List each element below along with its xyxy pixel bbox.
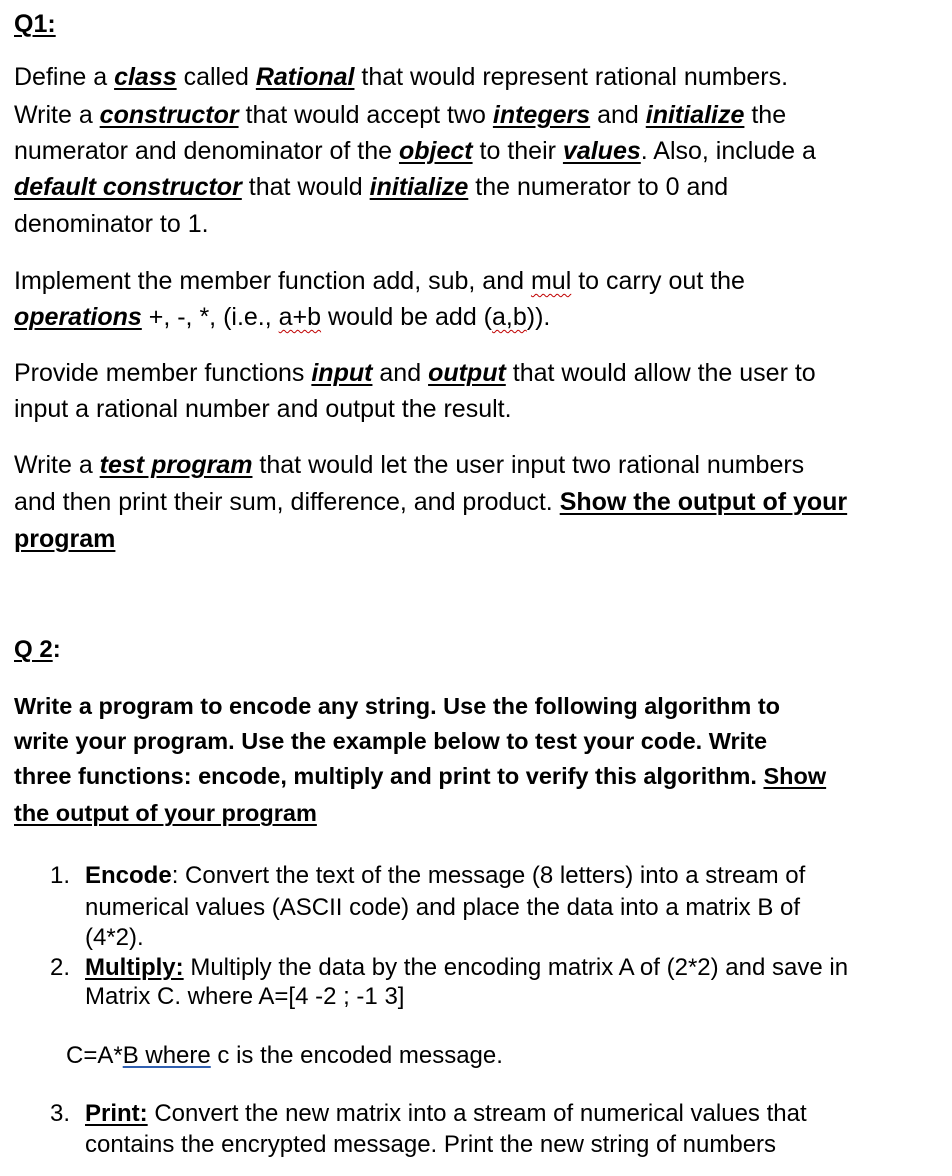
text: to their [472, 137, 563, 165]
text: . Also, include a [640, 137, 816, 165]
text: Provide member functions [14, 359, 312, 387]
text: the numerator to 0 and [468, 173, 729, 201]
keyword-initialize: initialize [369, 173, 469, 201]
text: C=A* [66, 1042, 123, 1069]
text: to carry out the [571, 267, 745, 295]
step-line: (4*2). [85, 924, 144, 951]
text: numerator and denominator of the [14, 137, 399, 165]
text: that would allow the user to [505, 359, 816, 387]
keyword-default-constructor: default constructor [14, 173, 242, 201]
q1-p1-line-3 [14, 133, 816, 169]
formula-line [66, 1041, 503, 1071]
q1-p2-line-2 [14, 299, 550, 335]
step-label: Multiply: [85, 954, 184, 981]
text: and [372, 359, 429, 387]
text: : Convert the text of the message (8 letters) into a stream of [171, 862, 806, 889]
q1-p1-line-5: denominator to 1. [14, 210, 209, 238]
text: Multiply the data by the encoding matrix A of (2*2) and save in [183, 954, 849, 981]
spellcheck-a-b: a,b [492, 303, 527, 331]
q1-heading: Q1: [14, 10, 56, 38]
show-output-emphasis: Show [763, 763, 827, 789]
text: +, -, *, (i.e., [141, 303, 279, 331]
step-line [85, 861, 805, 891]
text: Write a [14, 101, 100, 129]
text: Write a [14, 451, 100, 479]
q1-p1-line-4 [14, 169, 728, 205]
step-line [85, 953, 848, 983]
text: : [52, 636, 61, 663]
q2-p1-line-4: the output of your program [14, 800, 317, 826]
keyword-constructor: constructor [99, 101, 239, 129]
step-label: Print: [85, 1100, 148, 1127]
spellcheck-mul: mul [530, 267, 572, 295]
keyword-operations: operations [14, 303, 142, 331]
text: three functions: encode, multiply and print to verify this algorithm. [14, 763, 764, 789]
keyword-input: input [311, 359, 373, 387]
text: would be add ( [321, 303, 493, 331]
q1-p1-line-2 [14, 97, 786, 133]
text: and [590, 101, 646, 129]
text: that would [241, 173, 370, 201]
text: that would represent rational numbers. [354, 63, 789, 91]
text: that would let the user input two rational numbers [252, 451, 805, 479]
step-number: 2. [50, 954, 71, 981]
keyword-class: class [114, 63, 177, 91]
text: c is the encoded message. [210, 1042, 503, 1069]
q1-p4-line-1 [14, 447, 804, 483]
show-output-emphasis: Show the output of your [559, 488, 848, 516]
keyword-test-program: test program [99, 451, 253, 479]
text: called [176, 63, 256, 91]
text: )). [526, 303, 551, 331]
keyword-initialize: initialize [645, 101, 745, 129]
q1-p3-line-1 [14, 355, 816, 391]
step-line [85, 1099, 807, 1129]
q2-heading [14, 632, 61, 668]
text: and then print their sum, difference, and product. [14, 488, 560, 516]
keyword-rational: Rational [255, 63, 355, 91]
keyword-object: object [398, 137, 473, 165]
step-number: 1. [50, 862, 71, 889]
keyword-output: output [428, 359, 506, 387]
keyword-values: values [562, 137, 641, 165]
step-label: Encode [85, 862, 172, 889]
underlined-where: B where [122, 1042, 211, 1069]
q1-p3-line-2: input a rational number and output the result. [14, 395, 512, 423]
q1-p1-line-1 [14, 59, 788, 95]
q2-p1-line-2: write your program. Use the example below to test your code. Write [14, 728, 768, 754]
q1-p4-line-2 [14, 484, 847, 520]
text: Convert the new matrix into a stream of numerical values that [147, 1100, 807, 1127]
q2-p1-line-3 [14, 758, 826, 794]
keyword-integers: integers [492, 101, 591, 129]
spellcheck-a-plus-b: a+b [278, 303, 322, 331]
q1-p4-line-3: program [14, 525, 116, 553]
step-line: numerical values (ASCII code) and place the data into a matrix B of [85, 894, 801, 921]
step-number: 3. [50, 1100, 71, 1127]
text: that would accept two [238, 101, 493, 129]
text: Implement the member function add, sub, and [14, 267, 531, 295]
text: the [744, 101, 787, 129]
text: Define a [14, 63, 115, 91]
q2-heading-label: Q 2 [14, 636, 53, 663]
step-line: contains the encrypted message. Print the new string of numbers [85, 1131, 777, 1158]
q1-p2-line-1 [14, 263, 745, 299]
step-line: Matrix C. where A=[4 -2 ; -1 3] [85, 983, 405, 1010]
q2-p1-line-1: Write a program to encode any string. Use the following algorithm to [14, 693, 780, 719]
